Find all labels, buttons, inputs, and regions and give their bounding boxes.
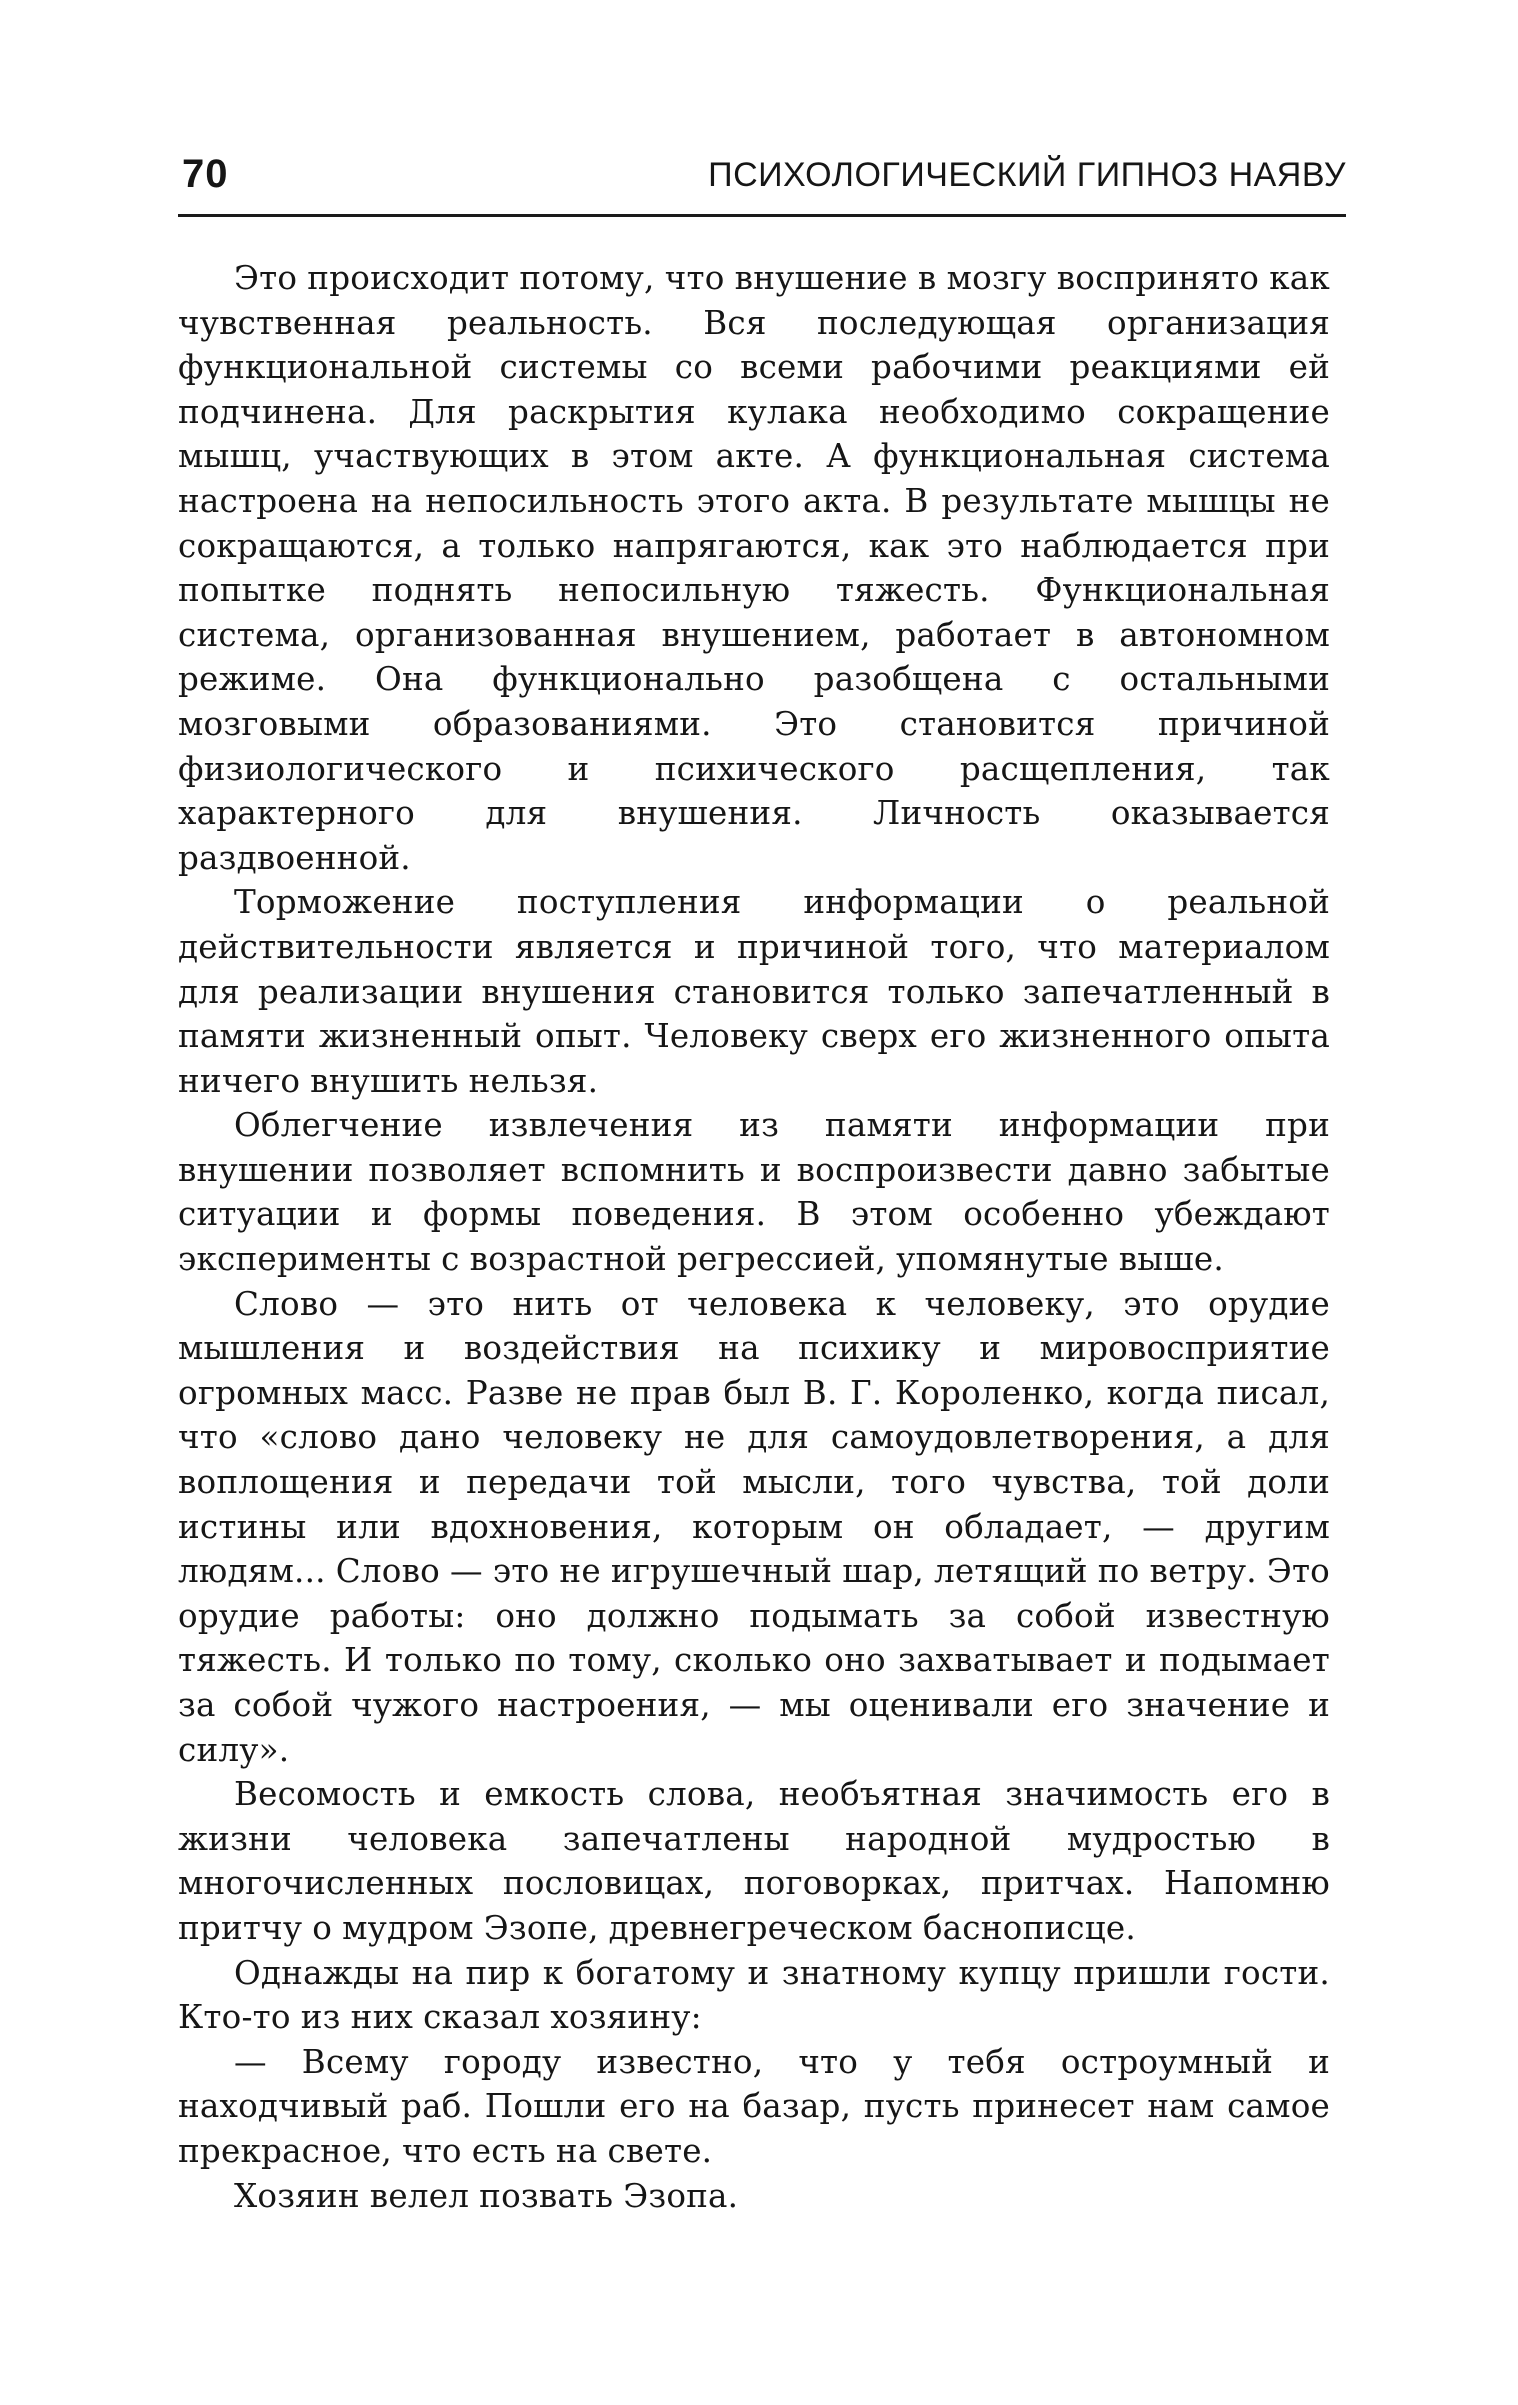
header-rule — [178, 214, 1346, 217]
page-header — [178, 152, 1346, 196]
paragraph: — Всему городу известно, что у тебя остроумный и находчивый раб. Пошли его на базар, пусть принесет нам самое прекрасное, что есть на свете. — [178, 2042, 1330, 2170]
paragraph: Весомость и емкость слова, необъятная значимость его в жизни человека запечатлены народной мудростью в многочисленных пословицах, поговорках, притчах. Напомню притчу о мудром Эзопе, древнегреческом баснописце. — [178, 1775, 1330, 1947]
paragraph: Хозяин велел позвать Эзопа. — [234, 2176, 739, 2215]
paragraph: Слово — это нить от человека к человеку, это орудие мышления и воздействия на психику и мировосприятие огромных масс. Разве не прав был В. Г. Короленко, когда писал, что «слово дано человеку не для самоудовлетворения, а для воплощения и передачи той мысли, того чувства, той доли истины или вдохновения, которым он обладает, — другим людям... Слово — это не игрушечный шар, летящий по ветру. Это орудие работы: оно должно подымать за собой известную тяжесть. И только по тому, сколько оно захватывает и подымает за собой чужого настроения, — мы оценивали его значение и силу». — [178, 1284, 1330, 1769]
paragraph: Торможение поступления информации о реальной действительности является и причиной того, что материалом для реализации внушения становится только запечатленный в памяти жизненный опыт. Человеку сверх его жизненного опыта ничего внушить нельзя. — [178, 883, 1330, 1100]
paragraph: Однажды на пир к богатому и знатному купцу пришли гости. Кто-то из них сказал хозяину: — [178, 1953, 1330, 2037]
paragraph: Это происходит потому, что внушение в мозгу воспринято как чувственная реальность. Вся последующая организация функциональной системы со всеми рабочими реакциями ей подчинена. Для раскрытия кулака необходимо сокращение мышц, участвующих в этом акте. А функциональная система настроена на непосильность этого акта. В результате мышцы не сокращаются, а только напрягаются, как это наблюдается при попытке поднять непосильную тяжесть. Функциональная система, организованная внушением, работает в автономном режиме. Она функционально разобщена с остальными мозговыми образованиями. Это становится причиной физиологического и психического расщепления, так характерного для внушения. Личность оказывается раздвоенной. — [178, 259, 1330, 877]
body-text — [178, 256, 1330, 2218]
paragraph: Облегчение извлечения из памяти информации при внушении позволяет вспомнить и воспроизвести давно забытые ситуации и формы поведения. В этом особенно убеждают эксперименты с возрастной регрессией, упомянутые выше. — [178, 1106, 1330, 1279]
page-number: 70 — [182, 152, 229, 196]
running-head: ПСИХОЛОГИЧЕСКИЙ ГИПНОЗ НАЯВУ — [708, 156, 1346, 194]
